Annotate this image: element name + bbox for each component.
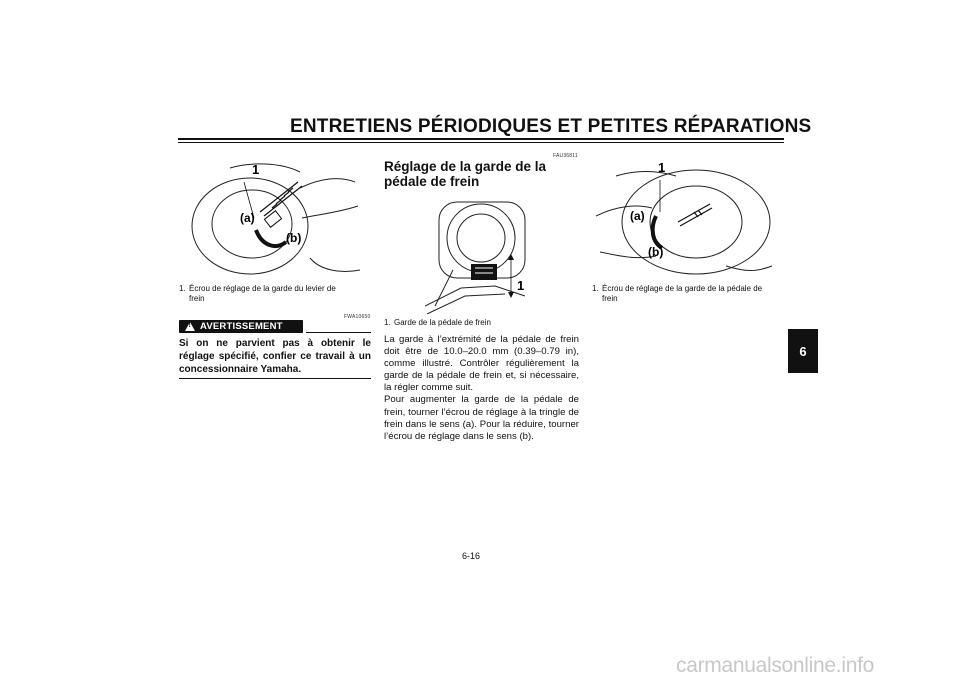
warning-label: AVERTISSEMENT <box>200 321 283 332</box>
right-figure-caption: 1. Écrou de réglage de la garde de la pédale de frein <box>592 284 763 303</box>
warning-code: FWA10650 <box>344 314 371 320</box>
brake-rod-adjuster-illustration <box>596 156 776 278</box>
body-paragraph-1: La garde à l’extrémité de la pédale de frein doit être de 10.0–20.0 mm (0.39–0.79 in), comme illustré. Contrôler régulièrement la garde de la pédale de frein et, si nécessaire, la régler comme suit. <box>384 334 579 394</box>
page-number: 6-16 <box>462 551 481 561</box>
figure-label-1: 1 <box>252 162 260 177</box>
watermark: carmanualsonline.info <box>676 654 874 677</box>
middle-figure-caption: 1. Garde de la pédale de frein <box>384 318 491 327</box>
figure-label-b: (b) <box>286 231 302 245</box>
figure-label-1: 1 <box>517 278 525 293</box>
section-body <box>384 334 579 443</box>
warning-icon <box>185 322 195 331</box>
body-paragraph-2: Pour augmenter la garde de la pédale de frein, tourner l’écrou de réglage à la tringle de frein dans le sens (a). Pour la réduire, tourner l’écrou de réglage dans le sens (b). <box>384 394 579 442</box>
figure-label-b: (b) <box>648 245 664 259</box>
warning-end-rule <box>179 378 371 379</box>
warning-header-rule <box>306 332 371 333</box>
figure-label-a: (a) <box>630 209 645 223</box>
figure-label-1: 1 <box>658 160 666 175</box>
header-rule <box>178 138 784 143</box>
section-title: Réglage de la garde de la pédale de frein <box>384 159 547 189</box>
brake-lever-adjuster-illustration <box>190 158 370 278</box>
warning-text: Si on ne parvient pas à obtenir le réglage spécifié, confier ce travail à un concessionnaire Yamaha. <box>179 338 371 375</box>
warning-header <box>179 320 303 333</box>
section-code: FAU36811 <box>553 153 578 159</box>
chapter-tab[interactable]: 6 <box>788 329 818 373</box>
left-figure-caption: 1. Écrou de réglage de la garde du levier de frein <box>179 284 336 303</box>
brake-pedal-illustration <box>425 196 530 314</box>
page-header-title: ENTRETIENS PÉRIODIQUES ET PETITES RÉPARATIONS <box>290 116 812 137</box>
figure-label-a: (a) <box>240 211 255 225</box>
